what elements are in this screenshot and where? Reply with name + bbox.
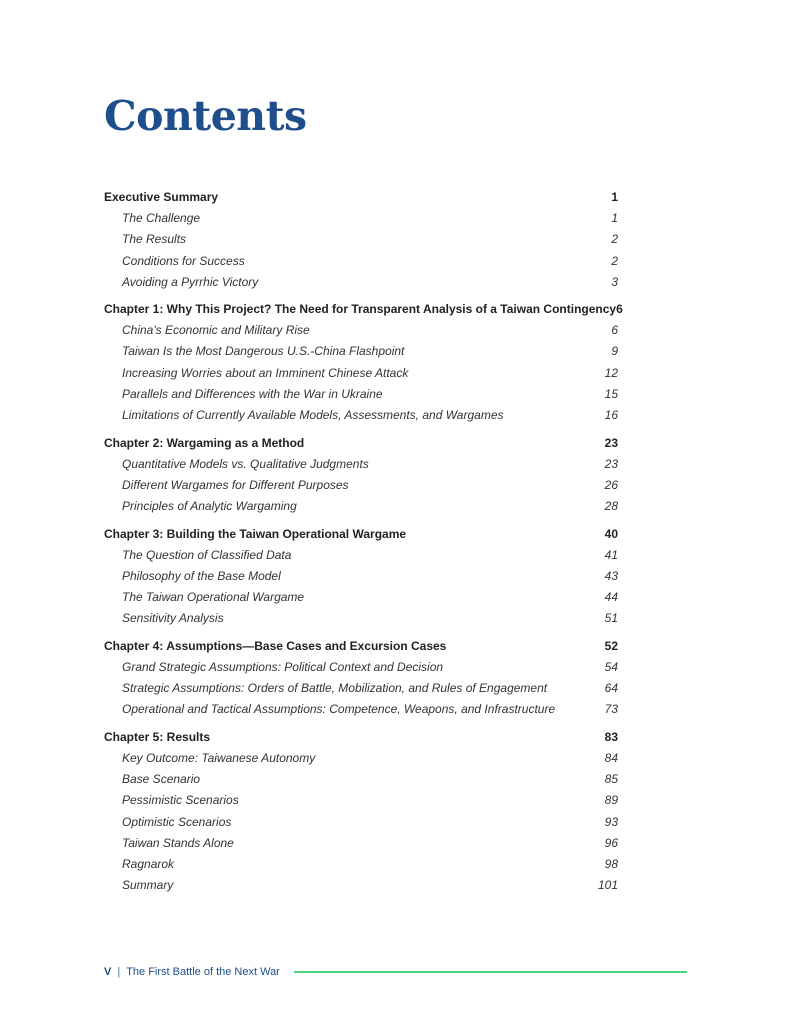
toc-section-entry[interactable] xyxy=(104,790,618,811)
toc-section-entry[interactable] xyxy=(104,587,618,608)
toc-section-title: Sensitivity Analysis xyxy=(122,611,224,626)
toc-page-number: 51 xyxy=(604,611,618,626)
toc-chapter-entry[interactable] xyxy=(104,523,618,545)
toc-chapter-entry[interactable] xyxy=(104,186,618,208)
toc-page-number: 9 xyxy=(611,344,618,359)
toc-section-title: The Taiwan Operational Wargame xyxy=(122,590,305,605)
toc-section-title: Base Scenario xyxy=(122,771,201,786)
toc-section-title: Strategic Assumptions: Orders of Battle, Mobilization, and Rules of Engagement xyxy=(122,681,548,696)
toc-section-title: Summary xyxy=(122,878,174,893)
toc-section-title: Principles of Analytic Wargaming xyxy=(122,499,297,514)
toc-page-number: 83 xyxy=(604,729,618,744)
toc-page-number: 98 xyxy=(604,857,618,872)
toc-chapter-entry[interactable] xyxy=(104,432,618,454)
toc-section-title: Philosophy of the Base Model xyxy=(122,568,281,583)
toc-section-entry[interactable] xyxy=(104,384,618,405)
toc-section-entry[interactable] xyxy=(104,812,618,833)
toc-section-title: Quantitative Models vs. Qualitative Judgments xyxy=(122,456,369,471)
toc-chapter-title: Chapter 1: Why This Project? The Need for Transparent Analysis of a Taiwan Contingency xyxy=(104,302,617,317)
toc-section-entry[interactable] xyxy=(104,208,618,229)
toc-section-entry[interactable] xyxy=(104,875,618,896)
toc-section-title: Operational and Tactical Assumptions: Competence, Weapons, and Infrastructure xyxy=(122,702,556,717)
toc-chapter-entry[interactable] xyxy=(104,298,623,320)
toc-page-number: 23 xyxy=(604,456,618,471)
page-title: Contents xyxy=(104,92,307,140)
toc-section-entry[interactable] xyxy=(104,608,618,629)
toc-section-entry[interactable] xyxy=(104,833,618,854)
toc-section-entry[interactable] xyxy=(104,405,618,426)
toc-section-entry[interactable] xyxy=(104,320,618,341)
toc-section-entry[interactable] xyxy=(104,545,618,566)
toc-section-title: The Challenge xyxy=(122,211,201,225)
toc-section-title: The Question of Classified Data xyxy=(122,547,292,562)
toc-section-entry[interactable] xyxy=(104,229,618,250)
toc-chapter xyxy=(104,726,618,897)
toc-section-title: Grand Strategic Assumptions: Political Context and Decision xyxy=(122,659,444,674)
toc-section-entry[interactable] xyxy=(104,454,618,475)
toc-section-entry[interactable] xyxy=(104,769,618,790)
toc-chapter-title: Chapter 4: Assumptions—Base Cases and Excursion Cases xyxy=(104,638,447,653)
toc-section-entry[interactable] xyxy=(104,699,618,720)
toc-section-title: Optimistic Scenarios xyxy=(122,814,232,829)
toc-section-title: Conditions for Success xyxy=(122,253,245,268)
toc-page-number: 44 xyxy=(604,590,618,605)
toc-page-number: 6 xyxy=(611,323,618,338)
toc-section-title: Increasing Worries about an Imminent Chinese Attack xyxy=(122,365,409,380)
toc-page-number: 16 xyxy=(604,408,618,423)
toc-chapter xyxy=(104,635,618,721)
toc-section-title: Ragnarok xyxy=(122,857,175,872)
toc-section-title: Pessimistic Scenarios xyxy=(122,793,239,808)
toc-page-number: 54 xyxy=(604,659,618,674)
toc-chapter xyxy=(104,432,618,518)
toc-section-entry[interactable] xyxy=(104,363,618,384)
toc-chapter xyxy=(104,186,618,293)
footer-page-number: V xyxy=(104,966,112,978)
toc-section-entry[interactable] xyxy=(104,251,618,272)
toc-chapter-title: Chapter 3: Building the Taiwan Operational Wargame xyxy=(104,526,407,541)
toc-page-number: 64 xyxy=(604,681,618,696)
toc-section-title: The Results xyxy=(122,232,187,247)
toc-page-number: 1 xyxy=(611,211,618,225)
toc-page-number: 1 xyxy=(611,190,618,204)
toc-page-number: 6 xyxy=(616,302,623,317)
toc-page-number: 26 xyxy=(604,477,618,492)
toc-section-title: Key Outcome: Taiwanese Autonomy xyxy=(122,750,316,765)
toc-page-number: 101 xyxy=(597,878,618,893)
toc-section-entry[interactable] xyxy=(104,854,618,875)
toc-page-number: 84 xyxy=(604,750,618,765)
toc-section-entry[interactable] xyxy=(104,496,618,517)
toc-page-number: 93 xyxy=(604,814,618,829)
toc-section-entry[interactable] xyxy=(104,475,618,496)
toc-page-number: 43 xyxy=(604,568,618,583)
toc-page-number: 96 xyxy=(604,835,618,850)
toc-chapter xyxy=(104,523,618,630)
footer-rule xyxy=(294,971,687,973)
table-of-contents xyxy=(104,186,623,902)
toc-chapter-title: Chapter 5: Results xyxy=(104,729,211,744)
toc-page-number: 3 xyxy=(611,274,618,289)
toc-page-number: 28 xyxy=(604,499,618,514)
toc-page-number: 85 xyxy=(604,771,618,786)
toc-page-number: 52 xyxy=(604,638,618,653)
toc-section-entry[interactable] xyxy=(104,272,618,293)
toc-section-title: China's Economic and Military Rise xyxy=(122,323,310,338)
toc-chapter-title: Chapter 2: Wargaming as a Method xyxy=(104,435,305,450)
toc-section-title: Avoiding a Pyrrhic Victory xyxy=(122,274,259,289)
toc-page-number: 40 xyxy=(604,526,618,541)
toc-chapter xyxy=(104,298,623,426)
toc-page-number: 15 xyxy=(604,387,618,402)
toc-chapter-title: Executive Summary xyxy=(104,190,219,204)
toc-section-title: Different Wargames for Different Purposes xyxy=(122,477,349,492)
toc-section-entry[interactable] xyxy=(104,748,618,769)
toc-section-entry[interactable] xyxy=(104,657,618,678)
toc-section-title: Taiwan Stands Alone xyxy=(122,835,234,850)
page-footer xyxy=(104,963,687,981)
toc-section-entry[interactable] xyxy=(104,566,618,587)
toc-page-number: 41 xyxy=(604,547,618,562)
toc-page-number: 89 xyxy=(604,793,618,808)
toc-section-entry[interactable] xyxy=(104,678,618,699)
toc-section-title: Taiwan Is the Most Dangerous U.S.-China Flashpoint xyxy=(122,344,405,359)
toc-page-number: 23 xyxy=(604,435,618,450)
footer-separator: | xyxy=(117,966,121,978)
toc-section-entry[interactable] xyxy=(104,341,618,362)
toc-page-number: 12 xyxy=(604,365,618,380)
toc-page-number: 2 xyxy=(611,253,618,268)
toc-chapter-entry[interactable] xyxy=(104,726,618,748)
toc-section-title: Limitations of Currently Available Models, Assessments, and Wargames xyxy=(122,408,504,423)
toc-chapter-entry[interactable] xyxy=(104,635,618,657)
toc-section-title: Parallels and Differences with the War in Ukraine xyxy=(122,387,383,402)
toc-page-number: 73 xyxy=(604,702,618,717)
toc-page-number: 2 xyxy=(611,232,618,247)
footer-book-title: The First Battle of the Next War xyxy=(126,966,280,978)
